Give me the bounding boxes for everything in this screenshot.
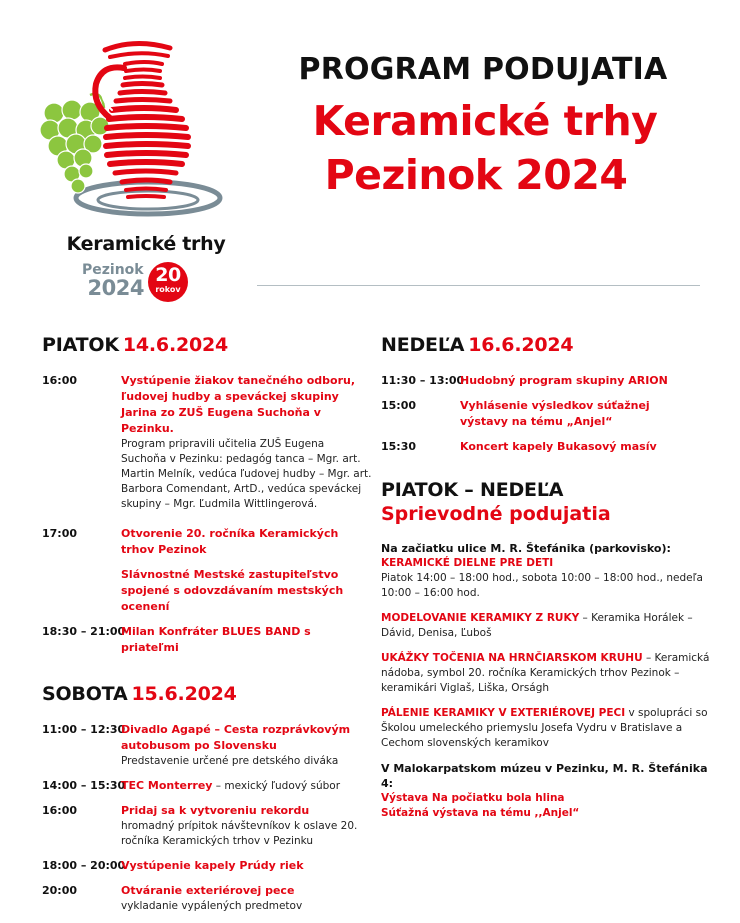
day-name: NEDEĽA <box>381 334 465 356</box>
left-column <box>42 333 372 923</box>
right-column <box>381 333 711 831</box>
event-row <box>42 803 372 849</box>
event-title: Vyhlásenie výsledkov súťažnej výstavy na tému „Anjel“ <box>460 399 650 428</box>
museum-block <box>381 761 711 821</box>
anniversary-badge <box>148 262 188 302</box>
event-title: Vystúpenie žiakov tanečného odboru, ľudovej hudby a speváckej skupiny Jarina zo ZUŠ Eugena Suchoňa v Pezinku. <box>121 374 356 435</box>
event-time: 16:00 <box>42 804 78 817</box>
event-row <box>381 398 711 430</box>
day-date: 16.6.2024 <box>468 334 574 356</box>
day-name: PIATOK <box>42 334 119 356</box>
event-desc: – mexický ľudový súbor <box>212 780 341 792</box>
event-time: 15:30 <box>381 440 417 453</box>
event-row <box>42 722 372 769</box>
event-time: 20:00 <box>42 884 78 897</box>
day-date: 14.6.2024 <box>122 334 229 356</box>
event-row <box>42 778 372 794</box>
event-row <box>42 883 372 914</box>
event-time <box>42 567 121 615</box>
side-events-section <box>381 479 711 821</box>
workshop-hours: Piatok 14:00 – 18:00 hod., sobota 10:00 – 18:00 hod., nedeľa 10:00 – 16:00 hod. <box>381 572 703 599</box>
location-label: Na začiatku ulice M. R. Štefánika (parkovisko): <box>381 542 671 555</box>
day-name: SOBOTA <box>42 683 128 705</box>
event-title: Vystúpenie kapely Prúdy riek <box>121 859 304 872</box>
event-time: 16:00 <box>42 374 78 387</box>
event-row <box>42 624 372 656</box>
page-title-line2: Pezinok 2024 <box>324 151 628 199</box>
day-date: 15.6.2024 <box>131 683 237 705</box>
event-title: Slávnostné Mestské zastupiteľstvo spojené s odovzdávaním mestských ocenení <box>121 568 344 613</box>
kiln-title: PÁLENIE KERAMIKY V EXTERIÉROVEJ PECI <box>381 707 626 719</box>
event-row <box>42 858 372 874</box>
jug-illustration-icon <box>30 40 230 240</box>
exhibit-2: Súťažná výstava na tému ,,Anjel“ <box>381 807 580 819</box>
day-heading-saturday <box>42 682 372 706</box>
side-events-heading: PIATOK – NEDEĽA <box>381 479 564 501</box>
kiln-text: v spolupráci so Školou umeleckého priemyslu Josefa Vydru v Bratislave a Cechom slovenských keramikov <box>381 707 708 749</box>
day-heading-friday <box>42 333 372 357</box>
event-time: 14:00 – 15:30 <box>42 779 126 792</box>
event-title: Otváranie exteriérovej pece <box>121 884 295 897</box>
event-time: 11:30 – 13:00 <box>381 374 465 387</box>
event-title: Milan Konfráter BLUES BAND s priateľmi <box>121 625 311 654</box>
badge-label: rokov <box>155 285 181 294</box>
page-header <box>262 50 722 202</box>
header-divider <box>257 285 700 286</box>
logo-title: Keramické trhy <box>66 233 226 255</box>
event-title: Hudobný program skupiny ARION <box>460 374 668 387</box>
event-logo <box>30 40 230 310</box>
modeling-text: – Keramika Horálek – Dávid, Denisa, Ľuboš <box>381 612 693 639</box>
event-desc: Predstavenie určené pre detského diváka <box>121 755 339 767</box>
wheel-block <box>381 651 711 696</box>
event-row <box>42 526 372 558</box>
logo-city: Pezinok <box>82 262 144 278</box>
event-time: 15:00 <box>381 399 417 412</box>
event-row <box>42 567 372 615</box>
event-desc: hromadný prípitok návštevníkov k oslave 20. ročníka Keramických trhov v Pezinku <box>121 820 358 847</box>
event-title: TEC Monterrey <box>121 779 213 792</box>
wheel-title: UKÁŽKY TOČENIA NA HRNČIARSKOM KRUHU <box>381 652 643 664</box>
event-title: Pridaj sa k vytvoreniu rekordu <box>121 804 310 817</box>
program-kicker: PROGRAM PODUJATIA <box>298 52 668 87</box>
modeling-block <box>381 611 711 641</box>
plate-inner-shape <box>98 191 198 209</box>
event-title: Divadlo Agapé – Cesta rozprávkovým autobusom po Slovensku <box>121 723 351 752</box>
exhibit-1: Výstava Na počiatku bola hlina <box>381 792 565 804</box>
museum-location: V Malokarpatskom múzeu v Pezinku, M. R. Štefánika 4: <box>381 762 708 790</box>
event-desc: vykladanie vypálených predmetov <box>121 900 303 912</box>
logo-year: 2024 <box>87 276 144 300</box>
event-row <box>42 373 372 512</box>
event-time: 18:00 – 20:00 <box>42 859 126 872</box>
side-events-subheading: Sprievodné podujatia <box>381 503 611 525</box>
event-row <box>381 373 711 389</box>
event-time: 18:30 – 21:00 <box>42 625 126 638</box>
event-row <box>381 439 711 455</box>
event-title: Otvorenie 20. ročníka Keramických trhov Pezinok <box>121 527 339 556</box>
event-time: 17:00 <box>42 527 78 540</box>
workshop-title: KERAMICKÉ DIELNE PRE DETI <box>381 557 554 569</box>
event-desc: Program pripravili učitelia ZUŠ Eugena Suchoňa v Pezinku: pedagóg tanca – Mgr. art. Martin Melník, vedúca ľudovej hudby – Mgr. art. Barbora Comendant, ArtD., vedúca speváckej skupiny – Mgr. Ľudmila Wittlingerová. <box>121 438 372 510</box>
workshop-block <box>381 541 711 601</box>
badge-number: 20 <box>155 264 181 286</box>
kiln-block <box>381 706 711 751</box>
event-time: 11:00 – 12:30 <box>42 723 126 736</box>
jug-icon <box>95 43 188 197</box>
wheel-text: – Keramická nádoba, symbol 20. ročníka Keramických trhov Pezinok – keramikári Viglaš, Liška, Orságh <box>381 652 710 694</box>
event-title: Koncert kapely Bukasový masív <box>460 440 657 453</box>
day-heading-sunday <box>381 333 711 357</box>
page-title-line1: Keramické trhy <box>312 97 658 145</box>
modeling-title: MODELOVANIE KERAMIKY Z RUKY <box>381 612 580 624</box>
